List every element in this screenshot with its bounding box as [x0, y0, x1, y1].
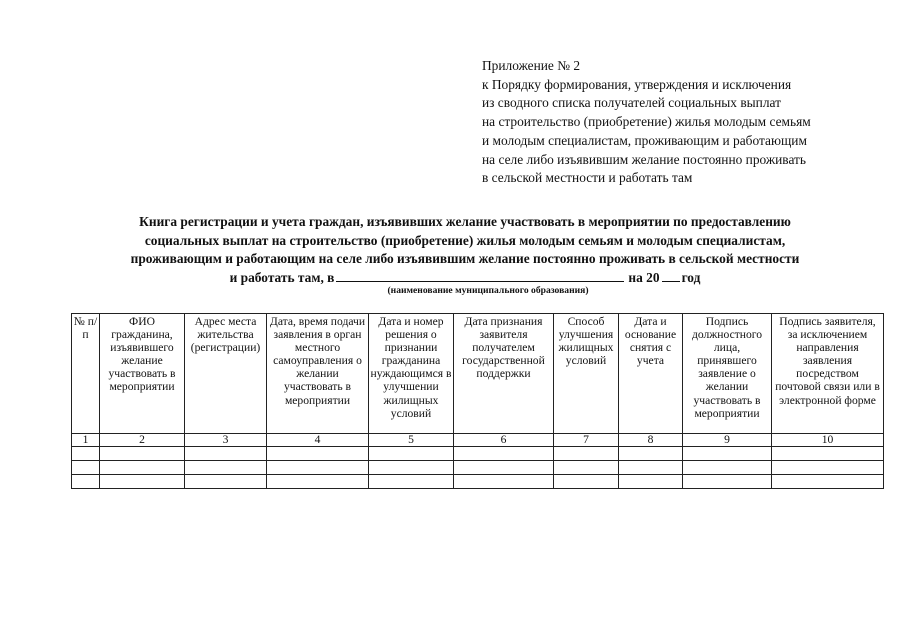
table-cell [683, 447, 772, 461]
column-number: 8 [619, 434, 683, 447]
document-title [60, 213, 870, 287]
header-cell: ФИО гражданина, изъявившего желание участвовать в мероприятии [100, 314, 185, 434]
table-cell [369, 447, 454, 461]
table-cell [683, 461, 772, 475]
header-cell: № п/п [72, 314, 100, 434]
appendix-block [482, 57, 882, 188]
table-cell [100, 475, 185, 489]
table-cell [554, 447, 619, 461]
table-cell [772, 461, 884, 475]
table-cell [619, 475, 683, 489]
year-blank-line [662, 269, 680, 282]
table-cell [619, 447, 683, 461]
table-cell [454, 475, 554, 489]
column-number: 1 [72, 434, 100, 447]
table-cell [100, 461, 185, 475]
table-cell [100, 447, 185, 461]
table-cell [772, 475, 884, 489]
table-cell [683, 475, 772, 489]
table-cell [454, 447, 554, 461]
table-cell [72, 447, 100, 461]
title-line: Книга регистрации и учета граждан, изъявивших желание участвовать в мероприятии по предоставлению [139, 214, 791, 229]
header-cell: Подпись должностного лица, принявшего заявление о желании участвовать в мероприятии [683, 314, 772, 434]
table-cell [369, 475, 454, 489]
table-cell [72, 475, 100, 489]
column-number: 5 [369, 434, 454, 447]
column-number: 3 [185, 434, 267, 447]
table-row [72, 461, 884, 475]
column-number-row [72, 434, 884, 447]
registration-table [71, 313, 884, 489]
title-suffix: год [681, 269, 701, 285]
column-number: 2 [100, 434, 185, 447]
table-cell [454, 461, 554, 475]
appendix-line: на строительство (приобретение) жилья молодым семьям [482, 114, 811, 130]
column-number: 6 [454, 434, 554, 447]
appendix-line: Приложение № 2 [482, 58, 581, 73]
title-year-prefix: на 20 [628, 269, 660, 285]
header-cell: Адрес места жительства (регистрации) [185, 314, 267, 434]
title-line: социальных выплат на строительство (приобретение) жилья молодым семьям и молодым специалистам, [144, 232, 786, 248]
table-row [72, 475, 884, 489]
table-row [72, 447, 884, 461]
header-cell: Дата и основание снятия с учета [619, 314, 683, 434]
table-cell [185, 475, 267, 489]
municipality-blank-line [336, 269, 624, 282]
appendix-line: на селе либо изъявившим желание постоянно проживать [482, 151, 807, 167]
appendix-line: к Порядку формирования, утверждения и исключения [482, 76, 792, 92]
table-cell [185, 461, 267, 475]
table-cell [267, 475, 369, 489]
header-cell: Дата и номер решения о признании гражданина нуждающимся в улучшении жилищных условий [369, 314, 454, 434]
appendix-line: из сводного списка получателей социальных выплат [482, 95, 781, 111]
table-cell [72, 461, 100, 475]
column-number: 10 [772, 434, 884, 447]
header-cell: Способ улучшения жилищных условий [554, 314, 619, 434]
appendix-line: и молодым специалистам, проживающим и работающим [482, 132, 807, 148]
appendix-line: в сельской местности и работать там [482, 170, 693, 186]
table-cell [369, 461, 454, 475]
column-number: 7 [554, 434, 619, 447]
table-cell [619, 461, 683, 475]
table-cell [267, 447, 369, 461]
header-cell: Дата, время подачи заявления в орган местного самоуправления о желании участвовать в мероприятии [267, 314, 369, 434]
title-line: проживающим и работающим на селе либо изъявившим желание постоянно проживать в сельской местности [130, 251, 800, 267]
header-cell: Подпись заявителя, за исключением направления заявления посредством почтовой связи или в электронной форме [772, 314, 884, 434]
title-prefix: и работать там, в [229, 269, 335, 285]
header-cell: Дата признания заявителя получателем государственной поддержки [454, 314, 554, 434]
municipality-caption: (наименование муниципального образования) [387, 285, 589, 296]
table-cell [554, 461, 619, 475]
table-cell [185, 447, 267, 461]
column-number: 9 [683, 434, 772, 447]
table-cell [554, 475, 619, 489]
table-cell [267, 461, 369, 475]
header-row [72, 314, 884, 434]
table-cell [772, 447, 884, 461]
column-number: 4 [267, 434, 369, 447]
